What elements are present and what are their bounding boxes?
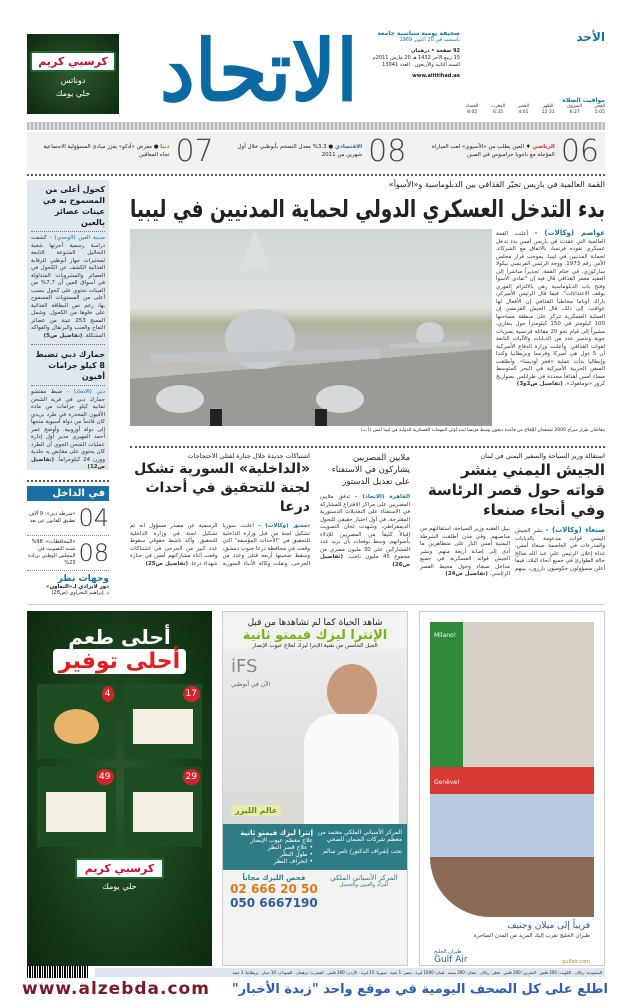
krispy-kreme-ad[interactable] bbox=[27, 611, 212, 966]
inside-item[interactable]: 08 «المحافظات»: 98% نسبة التصويت في المجلس الوطني بزيادة 23% bbox=[27, 536, 109, 571]
more-link[interactable]: (تفاصيل ص26) bbox=[320, 554, 410, 568]
phone-number[interactable]: 050 6667190 bbox=[230, 896, 318, 910]
prayer-item: الفجر 5:05 bbox=[594, 104, 605, 115]
prayer-item: الظهر 12:31 bbox=[541, 104, 555, 115]
teaser-sports[interactable]: 06 الرياضي ♦ العين يطلب من «الآسيوي» لعب المباراة المؤجلة مع ناجويا جرامبوس في الصين bbox=[431, 133, 599, 169]
more-link[interactable]: (تفاصيل ص12) bbox=[31, 456, 105, 470]
teaser-section: الرياضي bbox=[532, 144, 555, 150]
tagline: صحيفة يومية سياسية جامعة bbox=[377, 30, 460, 37]
ad-body: طيران الخليج تقرب إليك المزيد من المدن الساحرة bbox=[473, 933, 590, 939]
story-kicker: استقالة وزير السياحة والسفير اليمني في لبنان bbox=[480, 452, 605, 460]
opinion-author: د. إبراهيم البحراوي (ص28) bbox=[51, 590, 109, 596]
lasik-info-panel: المركز الأسباني الملكي معتمد من معظم شركات الضمان الصحي تحت إشراف الدكتور/ تامر سالم إنترا ليزك فيمتو ثانية علاج معظم عيوب الإبصار • علاج قصر النظر • طول النظر • انحراف النظر bbox=[223, 824, 407, 870]
gulf-air-logo: Gulf Air bbox=[434, 954, 468, 965]
more-link[interactable]: (تفاصيل ص2و3) bbox=[516, 381, 563, 387]
ad-subheadline: الجيل الخامس من تقنية الإنترا ليزك لعلاج عيوب الإبصار bbox=[252, 643, 378, 649]
ad-headline: أحلى توفير bbox=[53, 649, 186, 674]
date: 15 ربيع الآخر 1432 هـ 20 مارس 2011م bbox=[372, 55, 460, 61]
gulf-air-ad[interactable]: Milano! Genève! قريباً إلى ميلان وجنيف طيران الخليج تقرب إليك المزيد من المدن الساحرة gulfair.com طيران الخليج Gulf Air bbox=[419, 611, 605, 966]
website-link[interactable]: www.alittihad.ae bbox=[412, 73, 460, 79]
teaser-section: الاقتصادي bbox=[334, 144, 363, 150]
sidebar-story-body: كشفت دراسة رسمية أجرتها شعبة التحاليل المتنوعة التابعة لمختبرات جهاز أبوظبي للرقابة الغذائية الكشف عن الكحول في العصائر والمشروبات المتداولة في أسواق العين أن 7.7% من العينات تحتوي على كحول بنسب أعلى من المستويات المسموح بها، رغم نص البطاقة الغذائية على خلوها من الكحول. وشمل المسح 253 عينة من عصائر التفاح والعنب والبرتقال والفواكه المشكلة. bbox=[31, 235, 105, 339]
product-grid bbox=[27, 674, 212, 857]
dateline: دمشق (وكالات) - bbox=[258, 523, 310, 529]
story-headline[interactable]: الجيش اليمني ينشر قواته حول قصر الرئاسة وفي أنحاء صنعاء bbox=[427, 461, 605, 519]
ifs-logo: iFS bbox=[231, 656, 258, 677]
geneva-photo: Genève! bbox=[430, 767, 594, 917]
photo-caption: مقاتلتان طراز ميراج 2000 تستعدان للإقلاع من قاعدة ديجون وسط فرنسا لبدء أولى المهمات العسكرية الدولية في ليبيا أمس (أ ب) bbox=[360, 428, 605, 433]
story-yemen bbox=[420, 452, 605, 612]
now-in-abudhabi: الآن في أبوظبي bbox=[231, 681, 271, 688]
dateline: عواصم (وكالات) - bbox=[534, 229, 605, 237]
doctor-body bbox=[304, 714, 399, 824]
main-story-body bbox=[496, 229, 605, 427]
story-headline[interactable]: «الداخلية» السورية تشكل لجنة للتحقيق في أحداث درعا bbox=[134, 461, 310, 515]
ad-slogan: حلي يومك bbox=[102, 882, 137, 891]
teaser-donia[interactable]: 07 دنيا ● معرض «أدكو» يعزز مبادئ المسؤولية الاجتماعية تجاه المعاقين bbox=[43, 133, 214, 169]
teaser-section: دنيا bbox=[160, 144, 170, 150]
weekday: الأحد bbox=[576, 30, 605, 44]
watermark-url[interactable]: www.alzebda.com bbox=[22, 979, 210, 999]
more-link[interactable]: (تفاصيل ص5) bbox=[43, 332, 83, 339]
product-donut: 4 bbox=[37, 684, 116, 759]
main-body-text: أعلنت القمة العالمية التي عقدت في باريس أمس بدء تدخل عسكري تقوده فرنسا، بالاتفاق مع الشركاء، لحماية المدنيين في ليبيا، بموجب قرار مجلس الأمن رقم 1973. ووجه الرئيس الفرنسي نيكولا ساركوزي، في ختام القمة، تحذيراً مباشراً إلى العقيد معمر القذافي قال فيه إن "تفادي الأسوأ وفتح باب الدبلوماسية رهن بالالتزام الفوري بوقف الاعتداءات". فيما قال الرئيس الأميركي باراك أوباما مخاطباً القذافي إن الأفعال لها عواقب. إلى ذلك، قال الجيش الفرنسي إن العملية العسكرية تتركز على منطقة مساحتها 100 كيلومتر في 150 كيلومتراً حول بنغازي، مشيراً إلى قيام نحو 20 مقاتلة فرنسية بضربات جوية وتدمير عدد من الدبابات والآليات التابعة لقوات القذافي. وأعلنت وزارة الدفاع الأميركية أن 5 دول هي أميركا وفرنسا وبريطانيا وكندا وإيطاليا بدأت عملية «فجر أوديسا». وأطلقت السفن الحربية الأميركية في البحر المتوسط مساء أمس أهدافاً محددة في طرابلس بصواريخ كروز «توماهوك». bbox=[496, 231, 605, 387]
ad-sub: دوناتس bbox=[60, 75, 86, 85]
story-syria bbox=[130, 452, 310, 611]
teaser-text: العين يطلب من «الآسيوي» لعب المباراة المؤجلة مع ناجويا جرامبوس في الصين bbox=[431, 144, 555, 158]
divider bbox=[130, 446, 605, 448]
issue-number: السنة الثانية والأربعون . العدد 13041 bbox=[382, 62, 460, 68]
dateline: مدينة العين (الوحدي) - bbox=[49, 235, 105, 241]
country-prices: السعودية: ريالان . الكويت: 200 فلس . البحرين: 200 فلس . قطر: ريالان . عمان: 200 بيسة . لبنان: 1000 ليرة . مصر: 1 جنيه . سوريا: 15 ليرة . الأردن: 300 فلس . المغرب: درهمان . السودان: 10 دينار . بريطانيا: 1 جنيه bbox=[95, 968, 605, 977]
pages-price: 92 صفحة • درهمان bbox=[411, 48, 460, 54]
teaser-economy[interactable]: 08 الاقتصادي ● 3.3% معدل التضخم بأبوظبي خلال أول شهرين من 2011 bbox=[237, 133, 407, 169]
teasers-bar bbox=[27, 132, 605, 170]
prayer-item: الشروق 6:27 bbox=[567, 104, 583, 115]
teaser-text: 3.3% معدل التضخم بأبوظبي خلال أول شهرين من 2011 bbox=[237, 144, 363, 158]
dateline: دبي (الاتحاد) - bbox=[67, 389, 106, 395]
inside-title: في الداخل bbox=[27, 486, 109, 501]
sidebar-story-title[interactable]: جمارك دبي تضبط 8 كيلو جرامات أفيون bbox=[35, 350, 105, 381]
teaser-page-number: 08 bbox=[368, 133, 407, 169]
ad-slogan: حلي يومك bbox=[55, 88, 91, 98]
inside-box bbox=[27, 486, 109, 596]
more-link[interactable]: (تفاصيل ص24) bbox=[445, 571, 488, 577]
newspaper-logo: الاتحاد bbox=[159, 21, 358, 120]
story-headline[interactable]: ملايين المصريين يشاركون في الاستفتاء على تعديل الدستور bbox=[331, 453, 410, 487]
story-body: أعلنت سوريا تشكيل لجنة من قبل وزارة الداخلية للتحقيق في "الأحداث المؤسفة" التي وقعت في محافظة درعا جنوب دمشق، وسقط ضحيتها أربعة قتلى وعدد من الجرحى. ونقلت وكالة الأنباء السورية الرسمية عن مصدر مسؤول أنه تم تشكيل لجنة في وزارة الداخلية للتحقيق. وأكد ناشط حقوقي سقوط عدد كبير من الجرحى في اشتباكات وقعت أثناء مشاركتهم أمس في جنازة شهداء درعا. bbox=[130, 523, 310, 567]
product-box: 49 bbox=[37, 767, 116, 847]
opinion-title: وجهات نظر bbox=[57, 574, 109, 584]
prayer-item: العصر 4:01 bbox=[517, 104, 529, 115]
founded: تأسست في 20 أكتوبر 1969 bbox=[399, 37, 460, 43]
story-body: نشر الجيش اليمني قوات مدعومة بالدبابات والمدرعات في العاصمة صنعاء أمس، غداة إعلان الرئيس علي عبد الله صالح حالة الطوارئ في جميع أنحاء البلاد، فيما أعلن مسؤولون حكوميون بارزون، بينهم نبيل الفقيه وزير السياحة، استقالتهم من مناصبهم. وفي مدن أطلقت الشرطة اليمنية أمس النار على متظاهرين ما أدى إلى إصابة أربعة منهم. ونشر الجيش قواته العسكرية في جميع مداخل صنعاء وحول محيط القصر الرئاسي. bbox=[420, 526, 605, 577]
divider bbox=[27, 604, 605, 605]
divider bbox=[27, 480, 109, 482]
ad-brand: كرسبي كريم bbox=[30, 51, 116, 72]
doctor-photo bbox=[223, 649, 407, 824]
sidebar bbox=[27, 180, 109, 470]
sidebar-story-title[interactable]: كحول أعلى من المسموح به في عينات عصائر بالعين bbox=[42, 185, 105, 227]
masthead-info bbox=[362, 30, 460, 80]
story-egypt bbox=[320, 452, 410, 594]
fighter-jets-photo bbox=[130, 229, 492, 426]
teaser-page-number: 06 bbox=[560, 133, 599, 169]
inside-item[interactable]: 04 «شرطة دبي»: 9 آلاف تطبيق للقانون عن بعد bbox=[27, 501, 109, 536]
doctor-head bbox=[327, 664, 377, 719]
header-advertisement[interactable] bbox=[27, 34, 119, 114]
divider bbox=[27, 174, 605, 176]
doctor-label: عالم الليزر bbox=[231, 805, 281, 816]
story-kicker: اشتباكات جديدة خلال جنازة لقتلى الاحتجاجات bbox=[187, 452, 310, 460]
more-link[interactable]: (تفاصيل ص25) bbox=[145, 560, 189, 567]
dateline: القاهرة (الاتحاد) - bbox=[355, 494, 410, 500]
product-box: 17 bbox=[124, 684, 203, 759]
phone-number[interactable]: 02 666 20 50 bbox=[230, 882, 318, 896]
prayer-item: المغرب 6:35 bbox=[491, 104, 506, 115]
lasik-contact: المركز الأسباني الملكي لليزك والعيون والتجميل فحص الليزك مجاناً 02 666 20 50 050 6667190 bbox=[223, 870, 407, 914]
milan-photo: Milano! bbox=[430, 622, 594, 767]
ad-headline: قريباً إلى ميلان وجنيف bbox=[507, 921, 590, 931]
dateline: صنعاء (وكالات) - bbox=[545, 526, 605, 534]
teaser-text: معرض «أدكو» يعزز مبادئ المسؤولية الاجتماعية تجاه المعاقين bbox=[43, 144, 170, 158]
ad-headline: أحلى طعم bbox=[68, 625, 171, 649]
ad-headline: الإنترا ليزك فيمتو ثانية bbox=[242, 628, 388, 643]
watermark-text: اطلع على كل الصحف اليومية في موقع واحد "زبدة الأخبار" bbox=[231, 982, 608, 997]
product-box: 29 bbox=[124, 767, 203, 847]
prayer-item: العشاء 8:05 bbox=[466, 104, 479, 115]
sidebar-story-body: ضبط مفتشو جمارك دبي في قرية الشحن ثمانية كيلو جرامات من مادة الأفيون المخدرة في طرد بريدي كان قادماً من دولة آسيوية متجهاً إلى دولة أوروبية. وأوضح عمر أحمد المهيري مدير أول إدارة عمليات الشحن الجوي أن الطرد كان يحتوي على مقابض يد جلدية ووزن 24 كيلوجراماً. bbox=[31, 389, 105, 463]
main-kicker: القمة العالمية في باريس تخيّر القذافي بين الدبلوماسية و«الأسوأ» bbox=[388, 180, 605, 189]
decorative-stripe bbox=[27, 122, 605, 130]
opinion-item[interactable]: دور لابرادي لـ«التعاون» bbox=[45, 584, 109, 590]
teaser-page-number: 07 bbox=[175, 133, 214, 169]
ad-website[interactable]: gulfair.com bbox=[562, 958, 590, 965]
barcode bbox=[27, 966, 89, 978]
ad-brand: كرسبي كريم bbox=[75, 858, 165, 879]
main-headline[interactable]: بدء التدخل العسكري الدولي لحماية المدنيين في ليبيا bbox=[130, 195, 605, 223]
jet-illustration bbox=[130, 229, 492, 426]
lasik-clinic-ad[interactable] bbox=[222, 611, 408, 966]
story-body: تدفق ملايين المصريين على مراكز الاقتراع للمشاركة في الاستفتاء على التعديلات الدستورية المقترحة، في أول اختبار حقيقي للتحول الديمقراطي، وشهدت لجان التصويت إقبالاً كثيفاً من المصريين للإدلاء بأصواتهم. وسط توقعات بأن يزيد عدد المشاركين على 30 مليون مصري من مجموع 45 مليون ناخب. bbox=[320, 494, 410, 560]
prayer-times bbox=[466, 97, 605, 116]
ad-headline: شاهد الحياة كما لم تشاهدها من قبل bbox=[247, 618, 383, 628]
prayer-title: مواقيت الصلاة bbox=[562, 97, 605, 104]
